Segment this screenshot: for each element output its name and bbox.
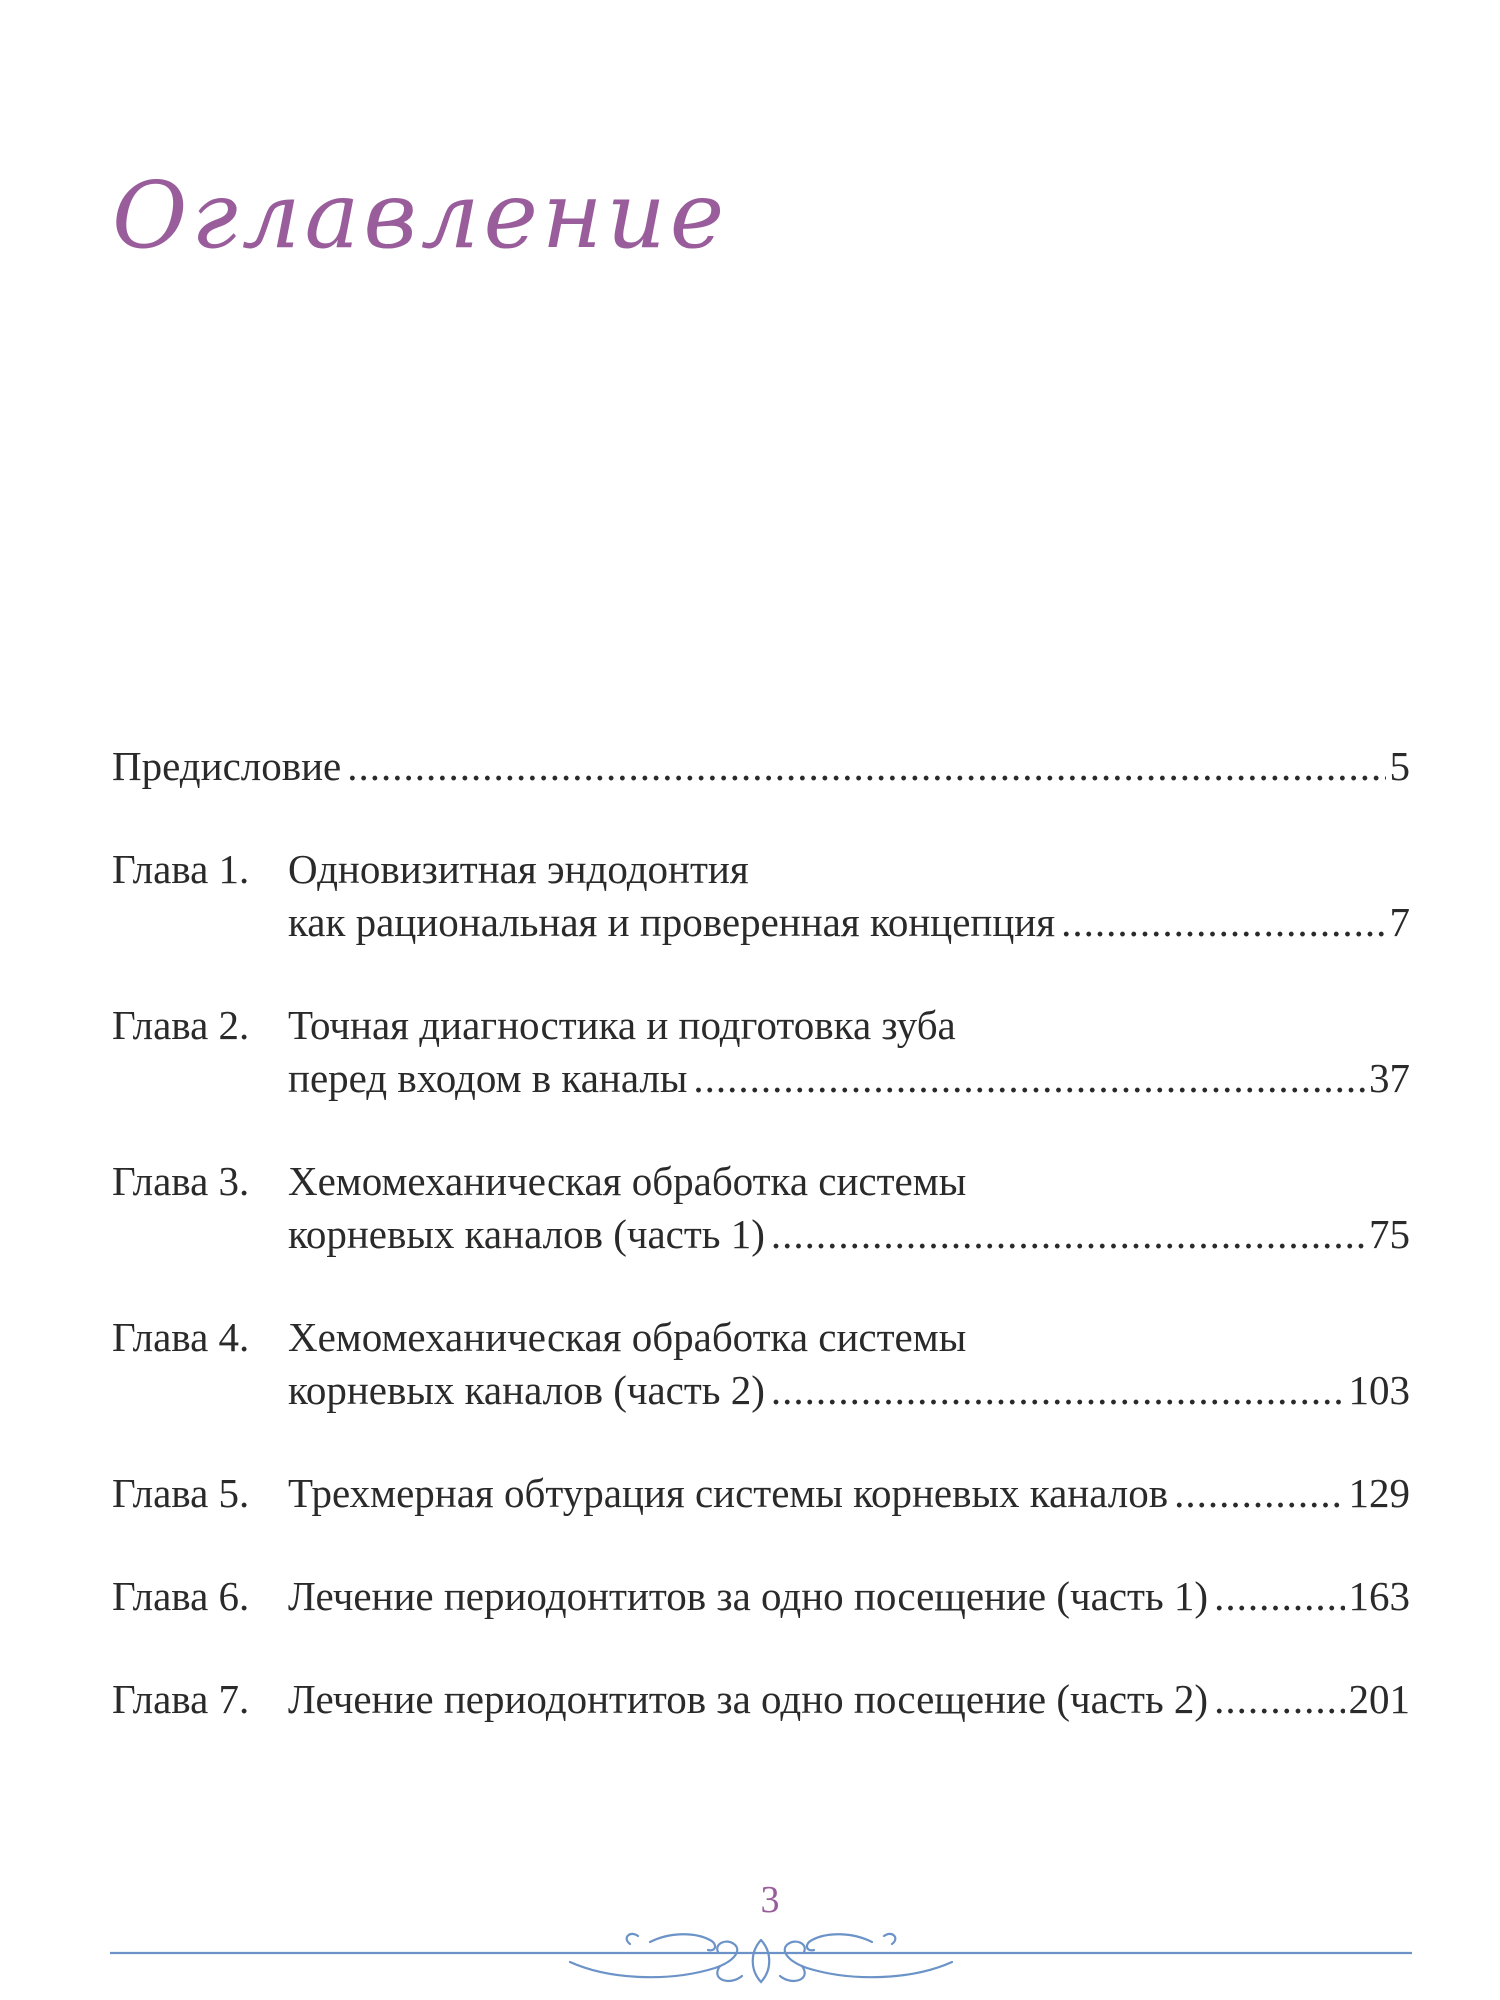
toc-entry-title-line: Точная диагностика и подготовка зуба [288, 1002, 956, 1048]
footer-ornament [110, 1920, 1412, 1990]
toc-page-number: 5 [1389, 743, 1410, 789]
flourish-right-top [807, 1934, 872, 1950]
toc-leader-dots [693, 1052, 1365, 1105]
table-of-contents [112, 740, 1410, 1726]
toc-entry-chapter-3[interactable] [112, 1155, 1410, 1261]
toc-page-number: 129 [1348, 1470, 1410, 1516]
toc-entry-title-line: Трехмерная обтурация системы корневых каналов [288, 1470, 1169, 1516]
toc-entry-title: Предисловие [112, 743, 342, 789]
toc-entry-preface[interactable] [112, 740, 1410, 793]
toc-leader-dots [771, 1364, 1345, 1417]
toc-entry-title-line: как рациональная и проверенная концепция [288, 899, 1056, 945]
toc-entry-chapter-2[interactable] [112, 999, 1410, 1105]
toc-page-number: 201 [1348, 1676, 1410, 1722]
toc-page-number: 75 [1369, 1211, 1410, 1257]
toc-entry-chapter-1[interactable] [112, 843, 1410, 949]
toc-chapter-label: Глава 2. [112, 1002, 250, 1048]
toc-entry-title-line: корневых каналов (часть 1) [288, 1211, 765, 1257]
flourish-left-swoosh [570, 1942, 737, 1978]
flourish-center [753, 1940, 770, 1982]
toc-entry-chapter-4[interactable] [112, 1311, 1410, 1417]
flourish-left-tail [717, 1966, 742, 1981]
toc-leader-dots [771, 1208, 1365, 1261]
toc-entry-title-line: Одновизитная эндодонтия [288, 846, 749, 892]
toc-leader-dots [1214, 1673, 1344, 1726]
toc-chapter-label: Глава 5. [112, 1470, 250, 1516]
toc-page-number: 103 [1348, 1367, 1410, 1413]
toc-chapter-label: Глава 6. [112, 1573, 250, 1619]
toc-entry-title-line: Хемомеханическая обработка системы [288, 1314, 967, 1360]
page-title: Оглавление [112, 162, 729, 269]
ornament-flourish [110, 1934, 1412, 1982]
toc-leader-dots [1174, 1467, 1344, 1520]
flourish-right-tail [780, 1966, 805, 1981]
toc-entry-title-line: корневых каналов (часть 2) [288, 1367, 765, 1413]
toc-entry-chapter-5[interactable] [112, 1467, 1410, 1520]
toc-leader-dots [1061, 896, 1385, 949]
toc-entry-title-line: Хемомеханическая обработка системы [288, 1158, 967, 1204]
toc-entry-chapter-7[interactable] [112, 1673, 1410, 1726]
toc-chapter-label: Глава 7. [112, 1676, 250, 1722]
flourish-left-top [650, 1934, 715, 1950]
toc-entry-chapter-6[interactable] [112, 1570, 1410, 1623]
flourish-right-curl [884, 1934, 895, 1944]
flourish-left-curl [627, 1934, 638, 1944]
toc-page-number: 37 [1369, 1055, 1410, 1101]
toc-entry-title-line: Лечение периодонтитов за одно посещение (часть 1) [288, 1573, 1209, 1619]
page-number: 3 [760, 1879, 780, 1921]
toc-entry-title-line: перед входом в каналы [288, 1055, 688, 1101]
toc-chapter-label: Глава 3. [112, 1158, 250, 1204]
toc-leader-dots [1214, 1570, 1344, 1623]
toc-page-number: 163 [1348, 1573, 1410, 1619]
toc-chapter-label: Глава 4. [112, 1314, 250, 1360]
toc-entry-title-line: Лечение периодонтитов за одно посещение (часть 2) [288, 1676, 1209, 1722]
flourish-right-swoosh [785, 1942, 952, 1978]
toc-leader-dots [347, 740, 1385, 793]
toc-page-number: 7 [1389, 899, 1410, 945]
toc-chapter-label: Глава 1. [112, 846, 250, 892]
